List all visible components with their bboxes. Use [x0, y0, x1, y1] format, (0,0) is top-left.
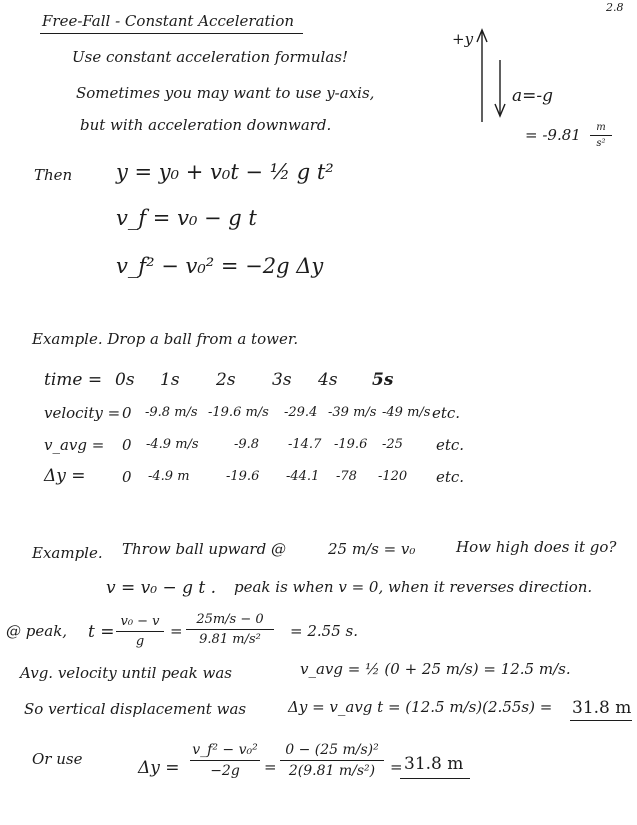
table-cell: 0 — [122, 404, 132, 422]
accel-equation: a=-g — [512, 86, 554, 106]
example2-heading: Example. — [32, 544, 103, 562]
table-cell: 2s — [216, 370, 236, 390]
displacement-expr: Δy = v_avg t = (12.5 m/s)(2.55s) = — [288, 698, 553, 716]
table-cell: -39 m/s — [328, 405, 377, 420]
table-cell: -29.4 — [284, 405, 318, 420]
table-cell: -19.6 m/s — [208, 405, 269, 420]
table-cell: -19.6 — [334, 437, 368, 452]
table-row-tail: etc. — [436, 468, 465, 486]
g-value: = -9.81 — [525, 126, 581, 144]
t-equals: t = — [88, 622, 115, 642]
table-row-label-vavg: v_avg = — [44, 436, 105, 454]
equation-velocity: v_f = v₀ − g t — [116, 206, 257, 230]
avg-velocity-expr: v_avg = ½ (0 + 25 m/s) = 12.5 m/s. — [300, 660, 571, 678]
g-units: m s² — [590, 122, 612, 149]
table-row-label-velocity: velocity = — [44, 404, 121, 422]
displacement-result: 31.8 m — [572, 698, 632, 718]
table-row-label-time: time = — [44, 370, 103, 390]
then-label: Then — [34, 166, 73, 184]
page-number: 2.8 — [606, 1, 624, 14]
peak-label: @ peak, — [6, 622, 68, 640]
table-row-label-dy: Δy = — [44, 466, 86, 486]
intro-line-1: Use constant acceleration formulas! — [72, 48, 348, 66]
table-cell: -4.9 m/s — [146, 437, 199, 452]
or-value-fraction: 0 − (25 m/s)² 2(9.81 m/s²) — [280, 742, 384, 779]
or-use-label: Or use — [32, 750, 83, 768]
page-title: Free-Fall - Constant Acceleration — [42, 12, 295, 30]
result-underline — [570, 720, 632, 721]
table-cell: -4.9 m — [148, 469, 190, 484]
equals-sign: = — [264, 758, 277, 776]
or-formula-fraction: v_f² − v₀² −2g — [190, 742, 260, 779]
table-cell: 0 — [122, 436, 132, 454]
plus-y-label: +y — [452, 30, 474, 48]
table-cell: -9.8 m/s — [145, 405, 198, 420]
table-row-tail: etc. — [432, 404, 461, 422]
table-cell: -49 m/s — [382, 405, 431, 420]
table-row-tail: etc. — [436, 436, 465, 454]
table-cell: -44.1 — [286, 469, 320, 484]
table-cell: -19.6 — [226, 469, 260, 484]
displacement-label: So vertical displacement was — [24, 700, 247, 718]
example2-speed: 25 m/s = v₀ — [328, 540, 416, 558]
equals-sign: = — [390, 758, 403, 776]
intro-line-2: Sometimes you may want to use y-axis, — [76, 84, 375, 102]
table-cell: 0 — [122, 468, 132, 486]
example2-question: How high does it go? — [456, 538, 617, 556]
velocity-equation: v = v₀ − g t . — [106, 578, 217, 598]
or-result: 31.8 m — [404, 754, 464, 774]
table-cell: -9.8 — [234, 437, 260, 452]
table-cell: -14.7 — [288, 437, 322, 452]
t-formula-fraction: v₀ − v g — [116, 614, 164, 649]
table-cell: 3s — [272, 370, 292, 390]
equals-sign: = — [170, 622, 183, 640]
avg-velocity-label: Avg. velocity until peak was — [20, 664, 232, 682]
table-cell: -25 — [382, 437, 403, 452]
example1-heading: Example. Drop a ball from a tower. — [32, 330, 299, 348]
or-lhs: Δy = — [138, 758, 180, 778]
table-cell: 1s — [160, 370, 180, 390]
or-result-underline — [400, 778, 470, 779]
peak-condition: peak is when v = 0, when it reverses direction. — [234, 578, 593, 596]
example2-throw: Throw ball upward @ — [122, 540, 286, 558]
intro-line-3: but with acceleration downward. — [80, 116, 332, 134]
t-result: = 2.55 s. — [290, 622, 358, 640]
equation-position: y = y₀ + v₀t − ½ g t² — [116, 160, 334, 184]
table-cell: 5s — [372, 370, 394, 390]
t-value-fraction: 25m/s − 0 9.81 m/s² — [186, 612, 274, 647]
table-cell: -120 — [378, 469, 408, 484]
table-cell: 0s — [115, 370, 135, 390]
table-cell: -78 — [336, 469, 357, 484]
table-cell: 4s — [318, 370, 338, 390]
equation-velocity-squared: v_f² − v₀² = −2g Δy — [116, 254, 324, 278]
